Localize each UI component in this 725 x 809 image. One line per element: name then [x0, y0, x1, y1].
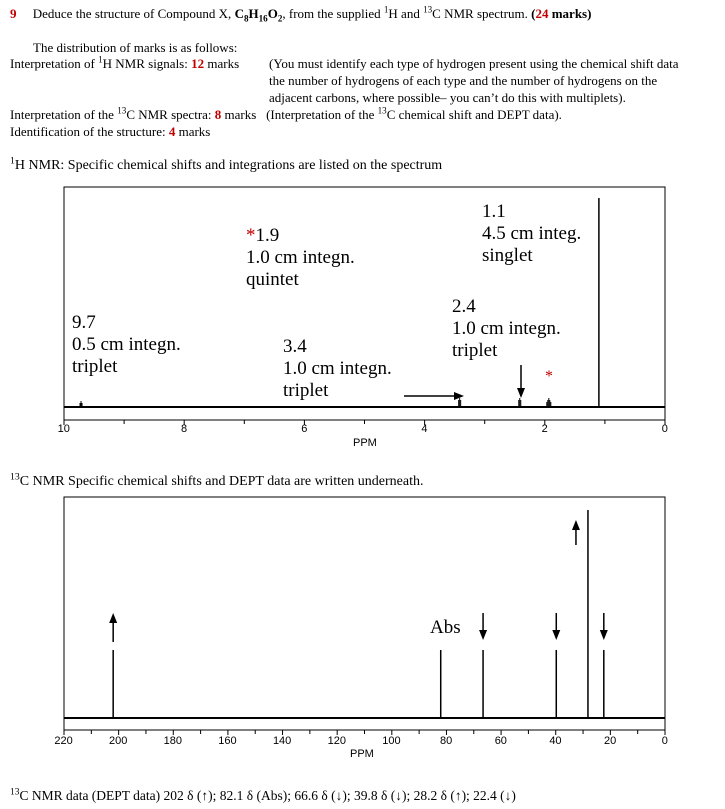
dept-line: $^{13}$C NMR data (DEPT data) 202 δ (↑); 82.1 δ (Abs); 66.6 δ (↓); 39.8 δ (↓); 28.2 δ (↑); 22.4 (↓) — [10, 787, 516, 803]
c-peak-22-4 — [600, 613, 608, 718]
distribution-intro: The distribution of marks is as follows: — [33, 40, 238, 55]
annot-1-9: *1.9 1.0 cm integn. quintet — [246, 225, 355, 290]
h-note-2: the number of hydrogens of each type and the number of hydrogens on the — [269, 73, 658, 88]
c-tick-label: 160 — [218, 735, 237, 747]
c-tick-label: 60 — [494, 735, 507, 747]
c-marks-line: Interpretation of the $^{13}$C NMR spectra: 8 marks (Interpretation of the $^{13}$C chemical shift and DEPT data). — [10, 105, 562, 122]
c-tick-label: 20 — [603, 735, 617, 747]
annot-1-1: 1.1 4.5 cm integ. singlet — [482, 201, 582, 266]
h-nmr-heading: $^1$H NMR: Specific chemical shifts and integrations are listed on the spectrum — [10, 155, 443, 173]
c-tick-label: 40 — [549, 735, 562, 747]
annot-3-4: 3.4 1.0 cm integn. triplet — [283, 336, 392, 401]
c-peak-66-6 — [479, 613, 487, 718]
h-tick-label: 8 — [181, 423, 188, 435]
c-tick-label: 100 — [382, 735, 401, 747]
question-line: 9 Deduce the structure of Compound X, $C_8H_{16}O_2$, from the supplied $^1$H and $^{13}$C NMR spectrum. (24 marks) — [10, 4, 592, 24]
h-tick-label: 10 — [57, 423, 70, 435]
h-tick-label: 2 — [541, 423, 548, 435]
c-tick-label: 80 — [440, 735, 453, 747]
question-prefix: Deduce the structure of Compound X, — [32, 6, 235, 21]
h-note-3: adjacent carbons, where possible– you can’t do this with multiplets). — [269, 90, 626, 105]
formula: $C_8H_{16}O_2$ — [234, 6, 283, 24]
c-peak-39-8 — [552, 613, 560, 718]
h-axis-label: PPM — [353, 437, 377, 449]
red-star-marker: * — [545, 368, 553, 385]
c-axis-label: PPM — [350, 748, 374, 760]
abs-label: Abs — [430, 617, 461, 638]
id-marks-line: Identification of the structure: 4 marks — [10, 124, 211, 139]
c-peak-202 — [109, 613, 117, 718]
annot-2-4: 2.4 1.0 cm integn. triplet — [452, 296, 561, 361]
c-nmr-heading: $^{13}$C NMR Specific chemical shifts and DEPT data are written underneath. — [10, 471, 424, 489]
c-tick-label: 120 — [327, 735, 346, 747]
h-tick-label: 6 — [301, 423, 308, 435]
annot-9-7: 9.7 0.5 cm integn. triplet — [72, 312, 181, 377]
c-nmr-frame — [64, 497, 665, 730]
h-note-1: (You must identify each type of hydrogen present using the chemical shift data — [269, 56, 679, 71]
c-tick-label: 140 — [272, 735, 292, 747]
h-tick-label: 0 — [661, 423, 668, 435]
c-tick-label: 180 — [163, 735, 183, 747]
question-number: 9 — [10, 6, 17, 21]
c-tick-label: 0 — [661, 735, 668, 747]
c-tick-label: 200 — [109, 735, 128, 747]
h-marks-line: Interpretation of $^1$H NMR signals: 12 marks — [10, 54, 240, 71]
c-peak-28-2 — [572, 510, 588, 718]
c-tick-label: 220 — [54, 735, 73, 747]
total-marks: (24 marks) — [531, 6, 592, 21]
h-tick-label: 4 — [421, 423, 428, 435]
